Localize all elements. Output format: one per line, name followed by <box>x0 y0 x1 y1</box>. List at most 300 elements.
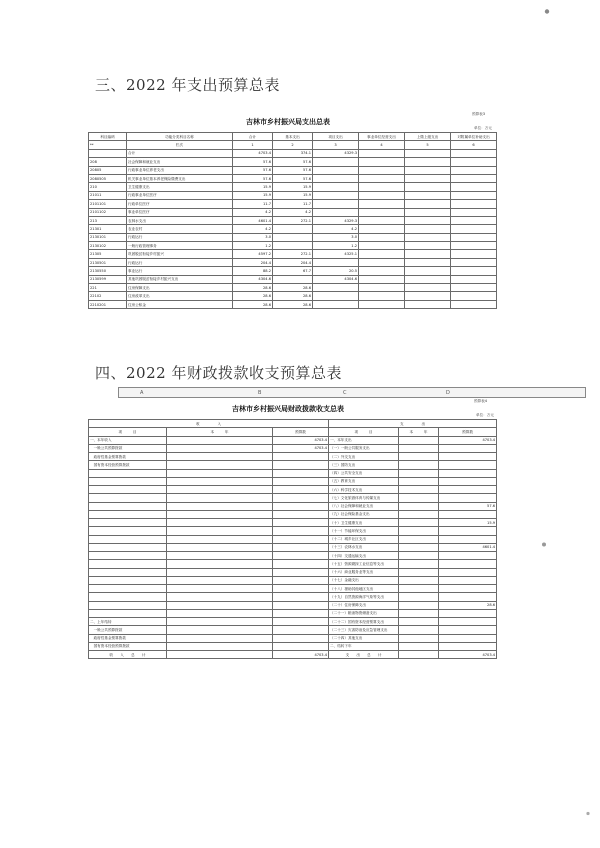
table-cell <box>439 593 497 601</box>
table-cell: 政府性基金预算拨款 <box>89 453 167 461</box>
column-header: 项目支出 <box>313 133 359 141</box>
table-cell <box>439 486 497 494</box>
table-cell <box>399 626 439 634</box>
table-cell: 221 <box>89 284 127 292</box>
table-cell: 11.7 <box>233 200 273 208</box>
scan-speck-icon <box>544 8 550 15</box>
table-cell <box>359 174 405 182</box>
table-cell: （十七）金融支出 <box>329 576 399 584</box>
table-cell <box>359 158 405 166</box>
table-cell <box>167 651 273 659</box>
table-cell <box>273 560 329 568</box>
table-cell <box>167 601 273 609</box>
table-4-subheader-row <box>89 428 497 436</box>
table-cell <box>439 527 497 535</box>
table-cell <box>451 300 497 308</box>
table-cell: 4601.4 <box>233 216 273 224</box>
table-row <box>89 469 497 477</box>
table-cell: 15.9 <box>233 191 273 199</box>
table-row <box>89 242 497 250</box>
table-cell <box>89 585 167 593</box>
table-cell <box>167 453 273 461</box>
table-cell: 一、本年支出 <box>329 436 399 444</box>
table-cell: 行政事业单位养老支出 <box>127 166 233 174</box>
table-cell: 农林水支出 <box>127 216 233 224</box>
table-cell <box>167 552 273 560</box>
table-cell: 4.2 <box>273 208 313 216</box>
table-cell <box>451 292 497 300</box>
table-cell: （七）文化旅游体育与传媒支出 <box>329 494 399 502</box>
table-cell <box>405 158 451 166</box>
column-subheader: ** <box>89 141 127 149</box>
table-cell: （二十）住房保障支出 <box>329 601 399 609</box>
table-cell: 213 <box>89 216 127 224</box>
table-cell <box>273 242 313 250</box>
table-cell: 4703.4 <box>233 149 273 157</box>
column-header: 事业单位经营支出 <box>359 133 405 141</box>
table-row <box>89 461 497 469</box>
table-cell: 4329.3 <box>313 216 359 224</box>
table-cell <box>359 149 405 157</box>
table-cell <box>399 494 439 502</box>
table-cell <box>89 601 167 609</box>
table-cell: 住房改革支出 <box>127 292 233 300</box>
table-cell <box>89 502 167 510</box>
table-cell <box>451 174 497 182</box>
table-cell <box>273 601 329 609</box>
table-cell <box>273 502 329 510</box>
table-cell: 210 <box>89 183 127 191</box>
table-cell <box>439 568 497 576</box>
table-cell: 28.6 <box>273 300 313 308</box>
table-cell <box>439 560 497 568</box>
table-cell: 88.2 <box>233 267 273 275</box>
table-cell <box>89 510 167 518</box>
table-cell <box>313 200 359 208</box>
table-cell <box>399 510 439 518</box>
table-cell: 收 入 总 计 <box>89 651 167 659</box>
table-cell <box>313 158 359 166</box>
table-cell: 57.6 <box>273 166 313 174</box>
table-cell <box>451 183 497 191</box>
table-row <box>89 208 497 216</box>
table-cell <box>439 469 497 477</box>
table-cell <box>167 634 273 642</box>
table-cell: （十一）节能环保支出 <box>329 527 399 535</box>
column-header: 功能分类科目名称 <box>127 133 233 141</box>
table-cell <box>167 642 273 650</box>
table-cell: 2130599 <box>89 275 127 283</box>
table-4-group-header-row <box>89 420 497 428</box>
table-cell <box>405 149 451 157</box>
table-cell: 204.4 <box>233 258 273 266</box>
column-subheader: 1 <box>233 141 273 149</box>
table-cell: 272.1 <box>273 250 313 258</box>
table-cell: 11.7 <box>273 200 313 208</box>
table-cell: 卫生健康支出 <box>127 183 233 191</box>
table-cell <box>89 494 167 502</box>
table-cell <box>399 519 439 527</box>
table-cell: 57.6 <box>233 166 273 174</box>
table-cell <box>313 183 359 191</box>
table-4-unit: 单位：万元 <box>476 413 494 417</box>
table-cell <box>405 284 451 292</box>
table-cell: 374.1 <box>273 149 313 157</box>
table-row <box>89 618 497 626</box>
table-cell: 一般行政管理事务 <box>127 242 233 250</box>
table-row <box>89 300 497 308</box>
table-cell <box>89 477 167 485</box>
table-cell <box>439 609 497 617</box>
table-row <box>89 250 497 258</box>
column-subheader: 6 <box>451 141 497 149</box>
table-row <box>89 453 497 461</box>
table-row <box>89 477 497 485</box>
table-row <box>89 585 497 593</box>
table-cell <box>399 618 439 626</box>
table-cell <box>273 593 329 601</box>
table-row <box>89 191 497 199</box>
table-cell: 二、上年结转 <box>89 618 167 626</box>
table-cell <box>405 258 451 266</box>
table-cell <box>273 469 329 477</box>
table-cell <box>273 568 329 576</box>
table-4-title: 吉林市乡村振兴局财政拨款收支总表 <box>232 405 344 413</box>
table-row <box>89 200 497 208</box>
table-cell: 4329.3 <box>313 149 359 157</box>
table-cell <box>167 535 273 543</box>
table-row <box>89 486 497 494</box>
table-row <box>89 166 497 174</box>
table-cell <box>89 593 167 601</box>
table-cell <box>439 585 497 593</box>
table-cell <box>439 634 497 642</box>
table-cell: 行政单位医疗 <box>127 200 233 208</box>
table-cell <box>273 461 329 469</box>
table-cell <box>399 634 439 642</box>
table-cell: （五）教育支出 <box>329 477 399 485</box>
table-cell: 一般公共预算拨款 <box>89 444 167 452</box>
table-cell <box>273 642 329 650</box>
table-cell: 社会保障和就业支出 <box>127 158 233 166</box>
table-row <box>89 519 497 527</box>
table-cell <box>167 436 273 444</box>
table-cell <box>359 225 405 233</box>
table-cell <box>359 200 405 208</box>
table-cell: 28.6 <box>233 292 273 300</box>
table-cell <box>273 626 329 634</box>
table-cell <box>273 609 329 617</box>
table-cell: 4703.4 <box>273 444 329 452</box>
table-cell: （六）科学技术支出 <box>329 486 399 494</box>
table-cell <box>405 200 451 208</box>
table-cell: 国有资本经营预算拨款 <box>89 642 167 650</box>
table-cell <box>439 626 497 634</box>
table-row <box>89 527 497 535</box>
table-cell <box>399 552 439 560</box>
table-cell: （四）公共安全支出 <box>329 469 399 477</box>
column-header: 合计 <box>233 133 273 141</box>
table-cell: 住房公积金 <box>127 300 233 308</box>
table-cell: 57.6 <box>273 174 313 182</box>
table-cell <box>89 576 167 584</box>
table-cell <box>439 510 497 518</box>
table-cell: 28.6 <box>273 292 313 300</box>
table-cell <box>405 183 451 191</box>
table-cell <box>89 609 167 617</box>
table-cell: 4304.6 <box>313 275 359 283</box>
table-cell <box>439 461 497 469</box>
table-cell: 其他巩固脱贫衔接乡村振兴支出 <box>127 275 233 283</box>
table-cell: （二）外交支出 <box>329 453 399 461</box>
table-cell: 4.2 <box>313 225 359 233</box>
table-cell <box>399 461 439 469</box>
table-cell <box>399 642 439 650</box>
table-cell: 4325.1 <box>313 250 359 258</box>
table-cell <box>167 444 273 452</box>
table-cell: 3.0 <box>313 233 359 241</box>
table-cell: （三）国防支出 <box>329 461 399 469</box>
table-cell: 208 <box>89 158 127 166</box>
table-cell: 28.6 <box>273 284 313 292</box>
table-cell <box>439 453 497 461</box>
fiscal-allocation-table <box>88 419 497 659</box>
section-3-heading: 三、2022 年支出预算总表 <box>95 76 280 94</box>
table-cell <box>313 284 359 292</box>
table-row <box>89 233 497 241</box>
table-cell: 行政事业单位医疗 <box>127 191 233 199</box>
table-cell <box>359 300 405 308</box>
table-cell: 2210201 <box>89 300 127 308</box>
table-cell: 1.2 <box>313 242 359 250</box>
table-row <box>89 552 497 560</box>
table-cell: 行政运行 <box>127 258 233 266</box>
scan-speck-icon <box>585 810 591 817</box>
table-cell <box>439 618 497 626</box>
table-cell: 国有资本经营预算拨款 <box>89 461 167 469</box>
table-cell <box>399 444 439 452</box>
table-cell: （二十二）国有资本经营预算支出 <box>329 618 399 626</box>
table-cell: 4.2 <box>233 208 273 216</box>
table-cell: 57.6 <box>273 158 313 166</box>
table-row <box>89 568 497 576</box>
table-cell <box>451 216 497 224</box>
table-cell: 21305 <box>89 250 127 258</box>
table-3-title: 吉林市乡村振兴局支出总表 <box>246 118 330 126</box>
table-cell <box>359 208 405 216</box>
column-subheader: 4 <box>359 141 405 149</box>
table-cell <box>313 300 359 308</box>
table-cell <box>439 444 497 452</box>
table-row <box>89 183 497 191</box>
table-cell <box>451 275 497 283</box>
expense-group-label: 支 出 <box>329 420 497 428</box>
column-header: 预算数 <box>439 428 497 436</box>
table-cell <box>273 585 329 593</box>
table-cell <box>405 242 451 250</box>
table-cell: 3.0 <box>233 233 273 241</box>
table-cell: （二十四）其他支出 <box>329 634 399 642</box>
table-cell: （二十一）粮油物资储备支出 <box>329 609 399 617</box>
table-cell <box>273 618 329 626</box>
table-row <box>89 642 497 650</box>
table-4-number: 预算表4 <box>474 399 488 403</box>
table-row <box>89 444 497 452</box>
table-cell <box>451 208 497 216</box>
table-cell <box>399 585 439 593</box>
table-cell <box>273 477 329 485</box>
table-cell <box>405 216 451 224</box>
table-cell <box>273 552 329 560</box>
table-row <box>89 158 497 166</box>
table-cell <box>167 461 273 469</box>
table-cell <box>399 601 439 609</box>
table-cell <box>451 250 497 258</box>
table-cell <box>359 183 405 191</box>
expenditure-summary-table <box>88 132 497 309</box>
table-row <box>89 436 497 444</box>
table-cell <box>451 200 497 208</box>
table-row <box>89 535 497 543</box>
column-letter-b: B <box>258 390 262 396</box>
table-cell <box>273 543 329 551</box>
table-cell <box>167 469 273 477</box>
table-cell <box>399 568 439 576</box>
table-cell: （十五）资源勘探工业信息等支出 <box>329 560 399 568</box>
table-3-number: 预算表3 <box>472 112 486 116</box>
column-header: 项 目 <box>329 428 399 436</box>
table-cell <box>451 191 497 199</box>
table-cell: 政府性基金预算拨款 <box>89 634 167 642</box>
column-subheader: 栏次 <box>127 141 233 149</box>
table-cell <box>89 469 167 477</box>
table-row <box>89 494 497 502</box>
table-cell: 巩固脱贫衔接乡村振兴 <box>127 250 233 258</box>
table-cell <box>167 543 273 551</box>
table-cell <box>451 258 497 266</box>
table-cell <box>273 225 313 233</box>
table-cell <box>359 233 405 241</box>
table-cell <box>89 543 167 551</box>
table-row <box>89 560 497 568</box>
table-cell <box>359 258 405 266</box>
table-cell: 67.7 <box>273 267 313 275</box>
table-cell <box>273 535 329 543</box>
table-cell: 一、本年收入 <box>89 436 167 444</box>
table-cell <box>273 576 329 584</box>
table-row <box>89 593 497 601</box>
table-cell <box>273 486 329 494</box>
table-row <box>89 258 497 266</box>
table-cell: （十九）自然资源海洋气象等支出 <box>329 593 399 601</box>
table-cell <box>405 208 451 216</box>
table-cell: 2130550 <box>89 267 127 275</box>
column-subheader: 2 <box>273 141 313 149</box>
table-row <box>89 149 497 157</box>
table-cell <box>451 149 497 157</box>
table-cell <box>399 609 439 617</box>
table-cell <box>313 191 359 199</box>
column-header: 项 目 <box>89 428 167 436</box>
table-cell: 15.9 <box>233 183 273 191</box>
table-cell <box>399 560 439 568</box>
table-cell: 2130101 <box>89 233 127 241</box>
column-subheader: 5 <box>405 141 451 149</box>
table-cell <box>89 552 167 560</box>
table-cell: 1.2 <box>233 242 273 250</box>
table-cell: 204.4 <box>273 258 313 266</box>
table-cell <box>89 527 167 535</box>
table-cell <box>273 634 329 642</box>
table-cell <box>359 242 405 250</box>
table-cell <box>439 642 497 650</box>
table-cell <box>89 560 167 568</box>
table-cell <box>439 535 497 543</box>
table-cell <box>399 453 439 461</box>
table-cell <box>167 593 273 601</box>
table-row <box>89 174 497 182</box>
table-cell <box>273 275 313 283</box>
table-cell <box>451 158 497 166</box>
table-cell: （一）一般公共服务支出 <box>329 444 399 452</box>
table-cell: （二十三）灾害防治及应急管理支出 <box>329 626 399 634</box>
table-cell <box>313 208 359 216</box>
table-cell <box>399 486 439 494</box>
table-cell <box>439 494 497 502</box>
table-cell: 2101102 <box>89 208 127 216</box>
table-cell <box>405 250 451 258</box>
table-cell: 21301 <box>89 225 127 233</box>
column-header: 对附属单位补助支出 <box>451 133 497 141</box>
table-cell <box>359 275 405 283</box>
table-cell <box>405 174 451 182</box>
table-cell <box>405 191 451 199</box>
table-cell <box>359 216 405 224</box>
table-cell <box>167 560 273 568</box>
table-cell <box>167 494 273 502</box>
table-cell <box>399 651 439 659</box>
table-cell: 28.6 <box>233 284 273 292</box>
table-cell: （十四）交通运输支出 <box>329 552 399 560</box>
table-cell: （九）社会保险基金支出 <box>329 510 399 518</box>
table-cell: 4597.2 <box>233 250 273 258</box>
table-3-header-row <box>89 133 497 141</box>
table-row <box>89 275 497 283</box>
table-cell <box>89 519 167 527</box>
table-cell <box>399 469 439 477</box>
table-cell: 2130501 <box>89 258 127 266</box>
table-cell: 4703.4 <box>273 651 329 659</box>
table-cell <box>89 149 127 157</box>
table-cell: 行政运行 <box>127 233 233 241</box>
table-cell: （十二）城乡社区支出 <box>329 535 399 543</box>
table-cell <box>399 535 439 543</box>
table-cell: 21011 <box>89 191 127 199</box>
table-cell <box>399 527 439 535</box>
table-cell <box>451 166 497 174</box>
table-cell <box>451 233 497 241</box>
table-cell <box>359 292 405 300</box>
table-cell: 2080505 <box>89 174 127 182</box>
table-cell: （十三）农林水支出 <box>329 543 399 551</box>
table-row <box>89 609 497 617</box>
column-header: 上缴上级支出 <box>405 133 451 141</box>
table-cell: 二、结转下年 <box>329 642 399 650</box>
table-cell <box>399 543 439 551</box>
table-cell <box>405 292 451 300</box>
column-letter-a: A <box>140 390 144 396</box>
table-cell: （十）卫生健康支出 <box>329 519 399 527</box>
